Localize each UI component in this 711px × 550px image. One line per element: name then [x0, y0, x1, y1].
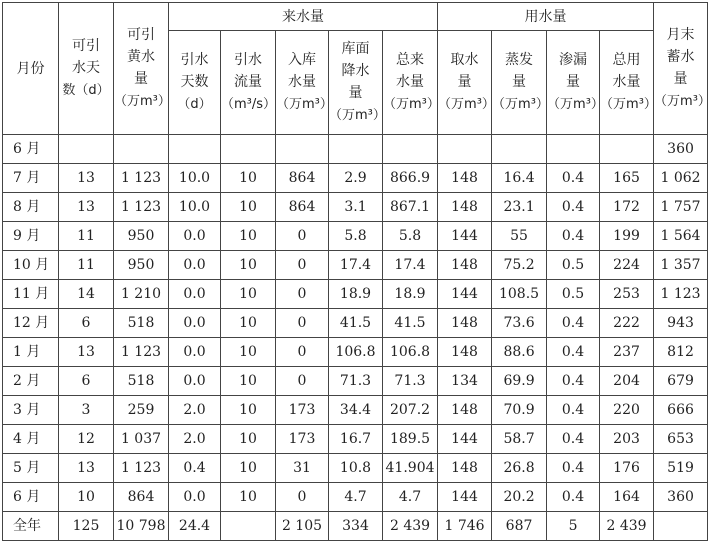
table-cell: 334 [329, 512, 383, 541]
table-cell: 0 [276, 309, 329, 338]
table-cell: 0.0 [169, 367, 221, 396]
table-cell: 360 [654, 135, 708, 164]
header-diversion-days-possible: 可引 水天 数（d） [59, 3, 114, 135]
header-yellow-river-possible: 可引 黄水 量 （万m³） [114, 3, 169, 135]
table-cell [547, 135, 600, 164]
table-cell: 867.1 [383, 193, 438, 222]
table-row-label: 全年 [3, 512, 59, 541]
table-cell: 687 [492, 512, 547, 541]
table-row [3, 425, 708, 454]
table-cell: 13 [59, 164, 114, 193]
table-cell: 0.4 [547, 425, 600, 454]
table-cell: 199 [600, 222, 654, 251]
table-cell: 0.4 [547, 483, 600, 512]
table-cell: 679 [654, 367, 708, 396]
table-cell: 864 [276, 193, 329, 222]
table-row [3, 454, 708, 483]
table-cell: 17.4 [383, 251, 438, 280]
table-cell: 176 [600, 454, 654, 483]
table-cell: 10 [221, 338, 276, 367]
table-cell: 41.5 [329, 309, 383, 338]
table-cell: 1 757 [654, 193, 708, 222]
table-cell: 13 [59, 193, 114, 222]
table-cell: 106.8 [383, 338, 438, 367]
table-cell: 6 [59, 309, 114, 338]
table-cell: 237 [600, 338, 654, 367]
table-cell: 148 [438, 454, 492, 483]
table-cell: 148 [438, 396, 492, 425]
table-cell: 0 [276, 251, 329, 280]
header-group-usage: 用水量 [438, 3, 654, 31]
table-row-label: 6 月 [3, 483, 59, 512]
table-cell: 0.0 [169, 222, 221, 251]
table-cell: 0.4 [169, 454, 221, 483]
table-cell: 144 [438, 483, 492, 512]
table-cell: 10 [221, 425, 276, 454]
table-row-label: 8 月 [3, 193, 59, 222]
table-cell: 34.4 [329, 396, 383, 425]
table-cell: 10.8 [329, 454, 383, 483]
table-cell: 71.3 [383, 367, 438, 396]
table-cell [221, 512, 276, 541]
table-cell: 812 [654, 338, 708, 367]
header-group-inflow: 来水量 [169, 3, 438, 31]
table-cell: 222 [600, 309, 654, 338]
table-cell: 203 [600, 425, 654, 454]
table-cell: 0 [276, 338, 329, 367]
table-cell [276, 135, 329, 164]
table-row-label: 11 月 [3, 280, 59, 309]
table-cell: 18.9 [383, 280, 438, 309]
table-cell: 148 [438, 164, 492, 193]
table-cell: 144 [438, 425, 492, 454]
table-row-label: 1 月 [3, 338, 59, 367]
table-cell: 16.4 [492, 164, 547, 193]
table-cell: 106.8 [329, 338, 383, 367]
table-cell [492, 135, 547, 164]
table-cell: 3.1 [329, 193, 383, 222]
table-cell: 134 [438, 367, 492, 396]
table-cell: 0.4 [547, 309, 600, 338]
table-cell: 173 [276, 425, 329, 454]
table-cell: 259 [114, 396, 169, 425]
table-cell [169, 135, 221, 164]
table-cell: 360 [654, 483, 708, 512]
table-cell: 0.0 [169, 280, 221, 309]
table-cell: 10 [221, 309, 276, 338]
table-cell: 71.3 [329, 367, 383, 396]
table-row [3, 280, 708, 309]
table-cell: 13 [59, 338, 114, 367]
table-cell: 950 [114, 222, 169, 251]
table-cell: 10 [221, 164, 276, 193]
table-cell: 1 123 [114, 193, 169, 222]
table-cell [59, 135, 114, 164]
table-cell: 10 [221, 251, 276, 280]
table-cell: 0.4 [547, 396, 600, 425]
table-row-label: 7 月 [3, 164, 59, 193]
table-cell: 5.8 [329, 222, 383, 251]
table-cell: 1 564 [654, 222, 708, 251]
table-cell: 220 [600, 396, 654, 425]
table-cell [654, 512, 708, 541]
table-cell [438, 135, 492, 164]
table-cell: 148 [438, 251, 492, 280]
header-seepage: 渗漏 量 （万m³） [547, 31, 600, 135]
table-row [3, 135, 708, 164]
table-cell: 866.9 [383, 164, 438, 193]
table-cell [114, 135, 169, 164]
table-cell: 0.0 [169, 483, 221, 512]
table-cell: 864 [114, 483, 169, 512]
table-cell: 24.4 [169, 512, 221, 541]
table-row [3, 193, 708, 222]
table-cell: 10.0 [169, 164, 221, 193]
table-cell: 2.0 [169, 396, 221, 425]
table-cell: 204 [600, 367, 654, 396]
table-cell: 0.4 [547, 454, 600, 483]
table-cell: 0.4 [547, 164, 600, 193]
table-cell: 144 [438, 280, 492, 309]
table-row [3, 222, 708, 251]
table-cell: 1 123 [654, 280, 708, 309]
table-cell: 943 [654, 309, 708, 338]
table-cell: 4.7 [329, 483, 383, 512]
table-cell: 69.9 [492, 367, 547, 396]
table-cell: 125 [59, 512, 114, 541]
table-cell: 73.6 [492, 309, 547, 338]
table-cell: 1 746 [438, 512, 492, 541]
table-cell: 10 [221, 222, 276, 251]
table-cell: 173 [276, 396, 329, 425]
table-cell: 950 [114, 251, 169, 280]
table-cell [383, 135, 438, 164]
table-cell: 1 123 [114, 164, 169, 193]
water-balance-table [2, 2, 711, 541]
table-cell: 12 [59, 425, 114, 454]
table-cell: 58.7 [492, 425, 547, 454]
table-cell: 70.9 [492, 396, 547, 425]
table-cell: 1 037 [114, 425, 169, 454]
table-cell: 10 [221, 483, 276, 512]
table-cell: 148 [438, 338, 492, 367]
table-cell: 20.2 [492, 483, 547, 512]
table-cell: 10.0 [169, 193, 221, 222]
table-cell: 0.0 [169, 338, 221, 367]
table-cell: 0 [276, 280, 329, 309]
table-row-label: 12 月 [3, 309, 59, 338]
table-cell: 31 [276, 454, 329, 483]
table-cell: 1 062 [654, 164, 708, 193]
table-row-label: 10 月 [3, 251, 59, 280]
table-cell: 75.2 [492, 251, 547, 280]
table-row [3, 483, 708, 512]
header-evaporation: 蒸发 量 （万m³） [492, 31, 547, 135]
table-row-label: 3 月 [3, 396, 59, 425]
table-row-label: 2 月 [3, 367, 59, 396]
header-diversion-days: 引水 天数 （d） [169, 31, 221, 135]
table-cell: 108.5 [492, 280, 547, 309]
table-row-label: 6 月 [3, 135, 59, 164]
table-cell: 148 [438, 309, 492, 338]
table-cell: 10 [221, 280, 276, 309]
table-cell: 1 357 [654, 251, 708, 280]
table-row-label: 5 月 [3, 454, 59, 483]
table-cell: 2 439 [600, 512, 654, 541]
table-cell: 17.4 [329, 251, 383, 280]
table-cell: 1 210 [114, 280, 169, 309]
table-row [3, 338, 708, 367]
table-row [3, 164, 708, 193]
table-cell: 144 [438, 222, 492, 251]
table-cell: 0.5 [547, 251, 600, 280]
table-cell: 10 [59, 483, 114, 512]
header-diversion-flow: 引水 流量 （m³/s） [221, 31, 276, 135]
table-cell: 207.2 [383, 396, 438, 425]
table-cell: 88.6 [492, 338, 547, 367]
header-month-end-storage: 月末 蓄水 量 （万m³） [654, 3, 708, 135]
table-cell: 16.7 [329, 425, 383, 454]
table-cell: 0.0 [169, 251, 221, 280]
table-cell: 6 [59, 367, 114, 396]
table-row-total [3, 512, 708, 541]
table-cell: 224 [600, 251, 654, 280]
table-cell: 165 [600, 164, 654, 193]
table-body [3, 135, 708, 541]
table-cell: 1 123 [114, 454, 169, 483]
table-cell: 0.4 [547, 367, 600, 396]
table-cell: 10 [221, 396, 276, 425]
table-cell: 10 798 [114, 512, 169, 541]
table-cell: 23.1 [492, 193, 547, 222]
table-cell: 41.904 [383, 454, 438, 483]
table-cell: 26.8 [492, 454, 547, 483]
table-cell: 2.9 [329, 164, 383, 193]
table-cell: 0 [276, 483, 329, 512]
table-cell: 518 [114, 367, 169, 396]
table-cell: 41.5 [383, 309, 438, 338]
header-total-inflow: 总来 水量 （万m³） [383, 31, 438, 135]
table-row [3, 251, 708, 280]
table-cell: 653 [654, 425, 708, 454]
table-cell [221, 135, 276, 164]
table-cell: 18.9 [329, 280, 383, 309]
table-cell: 10 [221, 193, 276, 222]
table-cell: 14 [59, 280, 114, 309]
table-cell: 10 [221, 367, 276, 396]
table-cell: 0.4 [547, 222, 600, 251]
table-cell: 666 [654, 396, 708, 425]
table-row [3, 309, 708, 338]
header-reservoir-inflow: 入库 水量 （万m³） [276, 31, 329, 135]
header-surface-rain: 库面 降水 量 （万m³） [329, 31, 383, 135]
table-cell: 4.7 [383, 483, 438, 512]
table-cell: 172 [600, 193, 654, 222]
table-cell [329, 135, 383, 164]
table-row-label: 9 月 [3, 222, 59, 251]
table-cell: 189.5 [383, 425, 438, 454]
table-cell: 3 [59, 396, 114, 425]
table-cell: 518 [114, 309, 169, 338]
table-cell: 2 105 [276, 512, 329, 541]
table-cell: 13 [59, 454, 114, 483]
table-row [3, 367, 708, 396]
table-cell: 2.0 [169, 425, 221, 454]
table-cell: 0 [276, 367, 329, 396]
table-cell [600, 135, 654, 164]
table-cell: 11 [59, 251, 114, 280]
table-cell: 2 439 [383, 512, 438, 541]
header-total-use: 总用 水量 （万m³） [600, 31, 654, 135]
table-cell: 253 [600, 280, 654, 309]
table-cell: 0.4 [547, 193, 600, 222]
table-row-label: 4 月 [3, 425, 59, 454]
table-cell: 55 [492, 222, 547, 251]
table-cell: 0.4 [547, 338, 600, 367]
table-cell: 864 [276, 164, 329, 193]
table-cell: 164 [600, 483, 654, 512]
table-cell: 10 [221, 454, 276, 483]
table-cell: 148 [438, 193, 492, 222]
table-row [3, 396, 708, 425]
table-cell: 0.0 [169, 309, 221, 338]
header-withdrawal: 取水 量 （万m³） [438, 31, 492, 135]
table-cell: 1 123 [114, 338, 169, 367]
table-cell: 0 [276, 222, 329, 251]
table-cell: 0.5 [547, 280, 600, 309]
table-cell: 11 [59, 222, 114, 251]
table-cell: 519 [654, 454, 708, 483]
table-cell: 5.8 [383, 222, 438, 251]
table-cell: 5 [547, 512, 600, 541]
header-month: 月份 [3, 3, 59, 135]
